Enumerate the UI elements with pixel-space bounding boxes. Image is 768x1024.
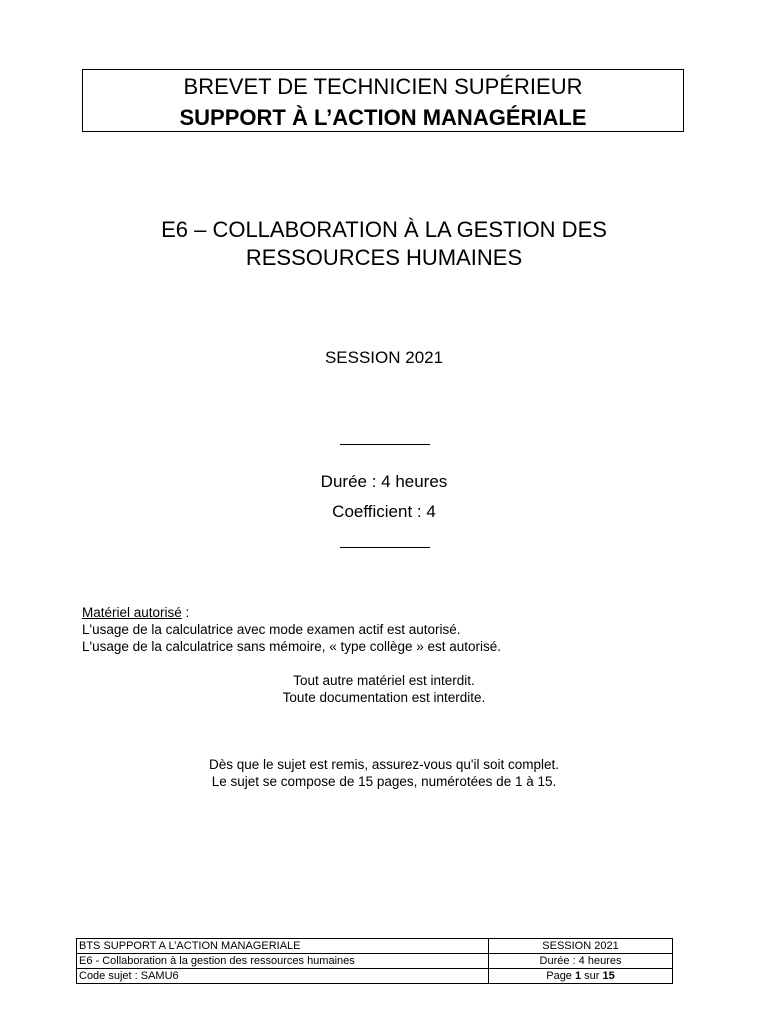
exam-title-line2: RESSOURCES HUMAINES xyxy=(245,245,523,270)
materiel-label-suffix: : xyxy=(181,605,190,620)
separator-top xyxy=(340,444,430,445)
materiel-line1: L'usage de la calculatrice avec mode examen actif est autorisé. xyxy=(82,622,461,637)
materiel-label: Matériel autorisé xyxy=(82,605,182,620)
exam-title xyxy=(0,216,768,272)
completeness-section xyxy=(0,756,768,790)
page-prefix: Page xyxy=(546,969,575,982)
duration-label: Durée : 4 heures xyxy=(320,472,448,491)
exam-title-line1: E6 – COLLABORATION À LA GESTION DES xyxy=(161,217,607,242)
separator-bottom xyxy=(340,547,430,548)
completeness-line2: Le sujet se compose de 15 pages, numérotées de 1 à 15. xyxy=(211,774,557,789)
header-specialty: SUPPORT À L’ACTION MANAGÉRIALE xyxy=(179,105,587,130)
materiel-line2: L'usage de la calculatrice sans mémoire, « type collège » est autorisé. xyxy=(82,639,502,654)
footer-row xyxy=(77,939,673,954)
page-total: 15 xyxy=(602,969,615,982)
footer-page-number xyxy=(489,969,673,984)
footer-subject: E6 - Collaboration à la gestion des ressources humaines xyxy=(77,954,489,969)
materiel-section xyxy=(82,604,501,655)
materiel-heading xyxy=(82,604,501,621)
footer-row xyxy=(77,954,673,969)
header-diploma: BREVET DE TECHNICIEN SUPÉRIEUR xyxy=(183,74,583,99)
page-current: 1 xyxy=(574,969,582,982)
session-label: SESSION 2021 xyxy=(324,348,444,367)
header-box xyxy=(82,69,684,132)
interdit-section xyxy=(0,672,768,706)
page-middle: sur xyxy=(581,969,603,982)
coefficient-label: Coefficient : 4 xyxy=(332,502,436,521)
completeness-line1: Dès que le sujet est remis, assurez-vous qu'il soit complet. xyxy=(209,757,559,772)
interdit-line1: Tout autre matériel est interdit. xyxy=(293,673,475,688)
footer-session: SESSION 2021 xyxy=(489,939,673,954)
footer-exam-name: BTS SUPPORT A L’ACTION MANAGERIALE xyxy=(77,939,489,954)
footer-table xyxy=(76,938,673,984)
footer-row xyxy=(77,969,673,984)
footer-code: Code sujet : SAMU6 xyxy=(77,969,489,984)
interdit-line2: Toute documentation est interdite. xyxy=(282,690,486,705)
footer-duration: Durée : 4 heures xyxy=(489,954,673,969)
